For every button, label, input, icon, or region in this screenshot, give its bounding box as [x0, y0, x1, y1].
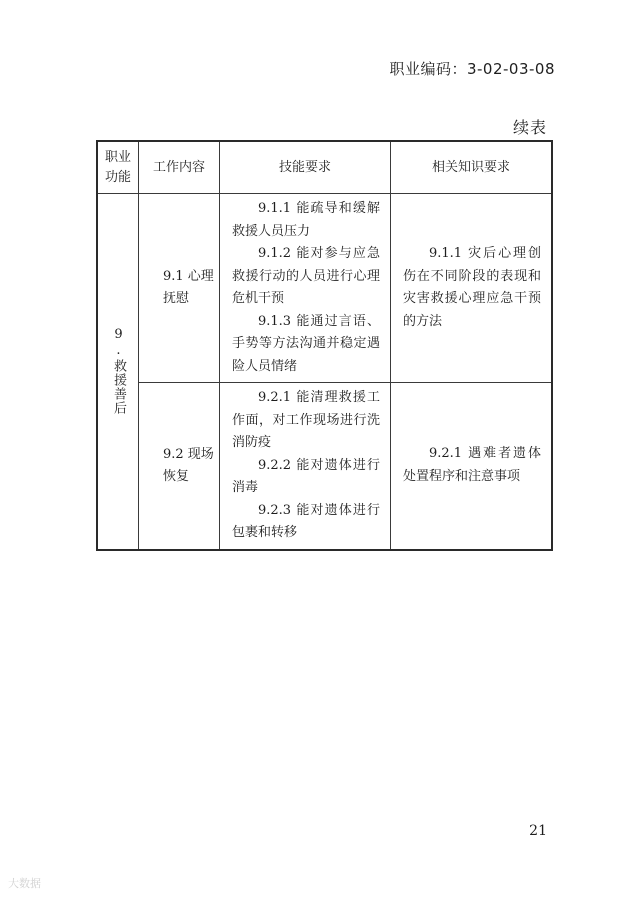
header-function: 职业功能 [97, 141, 139, 194]
skill-requirements-table [96, 140, 553, 551]
skill-item: 9.2.2 能对遗体进行消毒 [232, 457, 380, 495]
skill-item: 9.1.2 能对参与应急救援行动的人员进行心理危机干预 [232, 246, 380, 306]
table-header-row [97, 141, 552, 194]
skill-item: 9.2.3 能对遗体进行包裹和转移 [232, 502, 380, 540]
header-work-content: 工作内容 [139, 141, 220, 194]
knowledge-cell [391, 383, 553, 550]
skill-item: 9.2.1 能清理救援工作面，对工作现场进行洗消防疫 [232, 390, 380, 450]
knowledge-cell [391, 194, 553, 383]
function-label: 9.救援善后 [111, 327, 126, 416]
work-content-cell: 9.2 现场恢复 [139, 383, 220, 550]
occupation-code: 职业编码：3-02-03-08 [389, 60, 555, 78]
skill-item: 9.1.3 能通过言语、手势等方法沟通并稳定遇险人员情绪 [232, 313, 380, 374]
continued-label: 续表 [512, 118, 547, 137]
skill-item: 9.1.1 能疏导和缓解救援人员压力 [232, 201, 380, 239]
knowledge-item: 9.1.1 灾后心理创伤在不同阶段的表现和灾害救援心理应急干预的方法 [403, 246, 541, 329]
skill-cell [220, 194, 391, 383]
skill-cell [220, 383, 391, 550]
header-knowledge-requirements: 相关知识要求 [391, 141, 553, 194]
header-skill-requirements: 技能要求 [220, 141, 391, 194]
work-content-cell: 9.1 心理抚慰 [139, 194, 220, 383]
table-row [97, 194, 552, 383]
function-cell [97, 194, 139, 550]
watermark: 大数据 [8, 877, 41, 890]
page-number: 21 [529, 823, 547, 839]
knowledge-item: 9.2.1 遇难者遗体处置程序和注意事项 [403, 446, 541, 484]
table-row [97, 383, 552, 550]
